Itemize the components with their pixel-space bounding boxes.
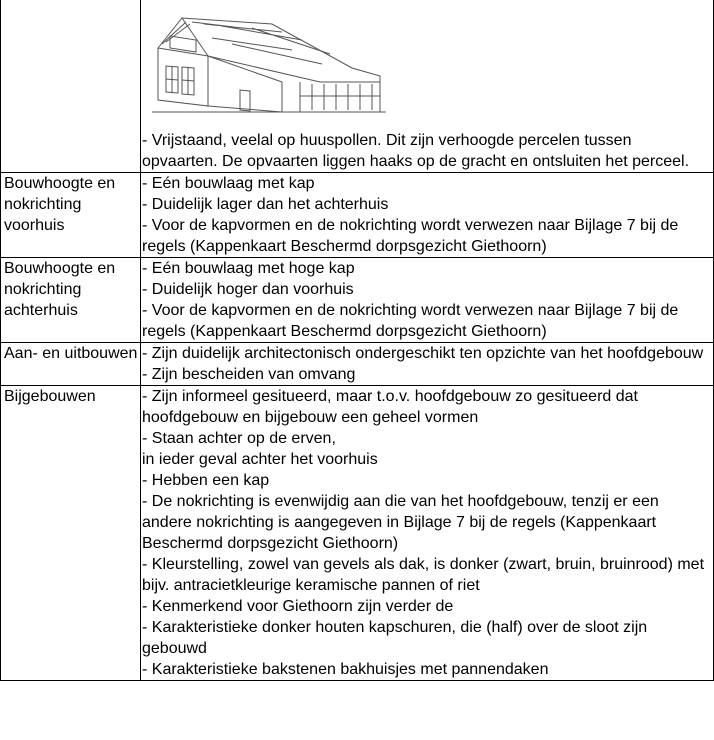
row-label: Bouwhoogte en nokrichting achterhuis [1,258,141,343]
row-content [141,343,714,386]
content-line: - Hebben een kap [142,472,270,489]
content-line: - Vrijstaand, veelal op huuspollen. Dit zijn verhoogde percelen tussen opvaarten. De opvaarten liggen haaks op de gracht en ontsluiten het perceel. [142,132,690,170]
row-label: Bouwhoogte en nokrichting voorhuis [1,173,141,258]
content-line: - Duidelijk hoger dan voorhuis [142,281,354,298]
content-line: - Voor de kapvormen en de nokrichting wordt verwezen naar Bijlage 7 bij de regels (Kappenkaart Beschermd dorpsgezicht Giethoorn) [142,302,679,340]
row-label: Aan- en uitbouwen [1,343,141,386]
content-line: - Zijn bescheiden van omvang [142,366,356,383]
content-line: - Eén bouwlaag met hoge kap [142,260,355,277]
content-line: - Kenmerkend voor Giethoorn zijn verder de [142,598,454,615]
row-content [141,386,714,681]
row-content [141,258,714,343]
content-line: - Zijn duidelijk architectonisch ondergeschikt ten opzichte van het hoofdgebouw [142,345,704,362]
row-content [141,173,714,258]
row-label-empty [1,0,141,173]
content-line: - Staan achter op de erven, [142,430,336,447]
content-line: - Kleurstelling, zowel van gevels als dak, is donker (zwart, bruin, bruinrood) met bijv. antracietkleurige keramische pannen of riet [142,556,705,594]
content-line: - Karakteristieke donker houten kapschuren, die (half) over de sloot zijn gebouwd [142,619,648,657]
content-line: - Karakteristieke bakstenen bakhuisjes met pannendaken [142,661,549,678]
farmhouse-illustration [142,0,709,130]
content-line: - Duidelijk lager dan het achterhuis [142,196,389,213]
content-line: - De nokrichting is evenwijdig aan die van het hoofdgebouw, tenzij er een andere nokrichting is aangegeven in Bijlage 7 bij de regels (Kappenkaart Beschermd dorpsgezicht Giethoorn) [142,493,659,552]
table-row [1,0,714,173]
row-content [141,0,714,173]
content-line: in ieder geval achter het voorhuis [142,451,378,468]
row-label: Bijgebouwen [1,386,141,681]
table-row [1,386,714,681]
content-line: - Eén bouwlaag met kap [142,175,315,192]
farmhouse-drawing-icon [152,10,387,122]
table-row [1,173,714,258]
table-row [1,343,714,386]
content-line: - Zijn informeel gesitueerd, maar t.o.v. hoofdgebouw zo gesitueerd dat hoofdgebouw en bijgebouw een geheel vormen [142,388,638,426]
content-line: - Voor de kapvormen en de nokrichting wordt verwezen naar Bijlage 7 bij de regels (Kappenkaart Beschermd dorpsgezicht Giethoorn) [142,217,679,255]
table-row [1,258,714,343]
